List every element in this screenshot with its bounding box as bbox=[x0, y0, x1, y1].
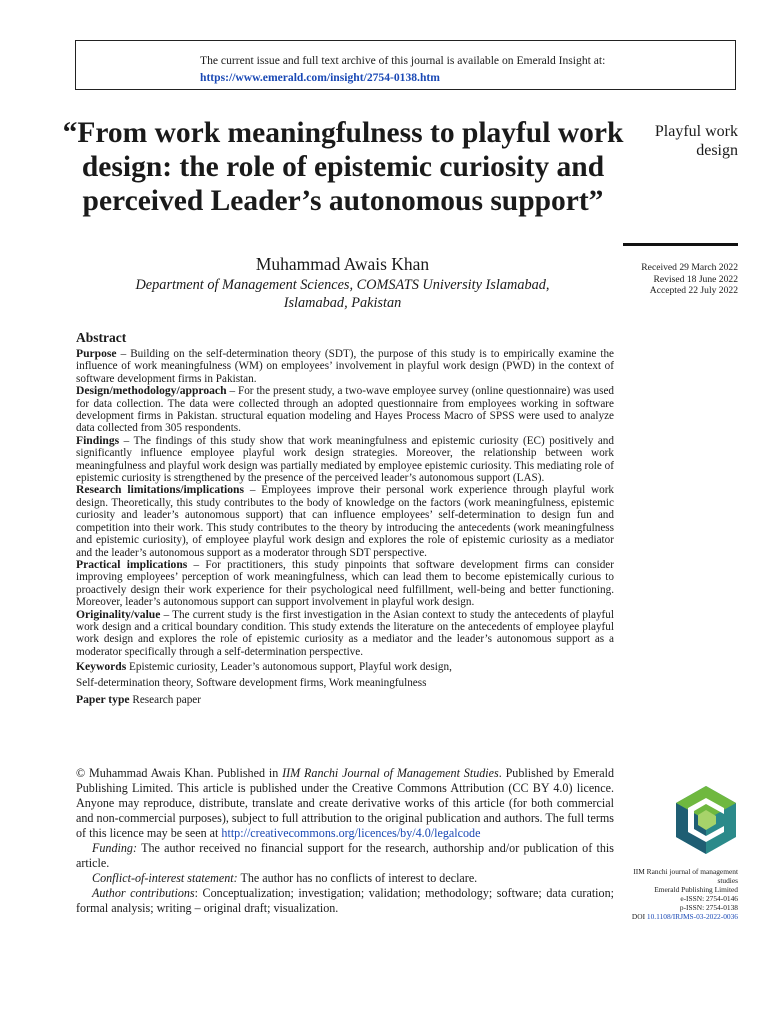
author-affiliation bbox=[75, 276, 610, 312]
section-label: Findings bbox=[76, 433, 120, 447]
journal-name-line-2: studies bbox=[717, 876, 738, 885]
keywords-line-1 bbox=[76, 660, 614, 675]
journal-url-link[interactable]: https://www.emerald.com/insight/2754-0138.htm bbox=[200, 71, 440, 84]
section-text: For practitioners, this study pinpoints that software development firms can consider improving employees’ perception of work meaningfulness, which can lead them to become epistemically curious to proactively design their work experience for their psychological need fulfillment, well-being and better functioning. Moreover, leader’s autonomous support can support involvement in playful work design. bbox=[76, 558, 614, 609]
journal-name-line-1: IIM Ranchi journal of management bbox=[633, 867, 738, 876]
coi-label: Conflict-of-interest statement: bbox=[92, 871, 238, 885]
received-date: Received 29 March 2022 bbox=[641, 262, 738, 273]
author-name: Muhammad Awais Khan bbox=[255, 254, 430, 274]
copyright-paragraph bbox=[76, 766, 614, 841]
section-text: Employees improve their personal work experience through playful work design. Theoretically, this study contributes to the body of knowledge on the factors (work meaningfulness, epistemic curiosity and leader’s autonomous support) that can influence employees’ self-determination to design fun and competition into their work. This study contributes to the theory by introducing the antecedents (work meaningfulness and epistemic curiosity), of employee playful work design and explores the role of epistemic curiosity as a mediator and the leader’s autonomous support as a moderator through SDT perspective. bbox=[76, 484, 615, 559]
coi-statement bbox=[76, 871, 614, 886]
doi-label: DOI bbox=[631, 912, 647, 921]
funding-statement bbox=[76, 841, 614, 871]
section-label: Purpose bbox=[76, 347, 117, 360]
section-sep: – bbox=[119, 434, 134, 447]
contributions-statement bbox=[76, 886, 614, 916]
emerald-logo-icon bbox=[674, 784, 738, 856]
abstract-design bbox=[76, 385, 614, 435]
funding-text: The author received no financial support for the research, authorship and/or publication of this article. bbox=[76, 841, 614, 870]
contrib-text: : Conceptualization; investigation; validation; methodology; software; data curation; formal analysis; writing – original draft; visualization. bbox=[76, 886, 614, 915]
keywords-text-1: Epistemic curiosity, Leader’s autonomous support, Playful work design, bbox=[129, 661, 452, 674]
journal-info bbox=[608, 867, 738, 921]
section-label: Originality/value bbox=[76, 607, 161, 621]
doi-line bbox=[608, 912, 738, 921]
publisher: Emerald Publishing Limited bbox=[654, 885, 738, 894]
copyright-suffix: . Published by Emerald Publishing Limited. This article is published under the Creative Commons Attribution (CC BY 4.0) licence. Anyone may reproduce, distribute, translate and create derivative works of this article (for both commercial and non-commercial purposes), subject to full attribution to the original publication and authors. The full terms of this licence may be seen at bbox=[76, 766, 614, 840]
sidebar-divider bbox=[623, 243, 738, 246]
abstract-limitations bbox=[76, 484, 614, 558]
abstract-practical bbox=[76, 559, 614, 609]
license-link[interactable]: http://creativecommons.org/licences/by/4.0/legalcode bbox=[221, 826, 481, 840]
section-text: For the present study, a two-wave employee survey (online questionnaire) was used for data collection. The data were collected through an adopted questionnaire from employees working in software development firms in Pakistan. structural equation modeling and Hayes Process Macro of SPSS were used to analyze data collected from 305 respondents. bbox=[76, 385, 614, 435]
license-block bbox=[76, 766, 614, 916]
affiliation-line-1: Department of Management Sciences, COMSATS University Islamabad, bbox=[135, 277, 550, 293]
running-title-line-1: Playful work bbox=[654, 123, 738, 140]
coi-text: The author has no conflicts of interest to declare. bbox=[237, 871, 478, 885]
abstract-findings bbox=[76, 435, 614, 485]
pissn: p-ISSN: 2754-0138 bbox=[679, 903, 738, 912]
paper-type-value: Research paper bbox=[132, 694, 201, 707]
section-sep: – bbox=[187, 558, 206, 571]
keywords-line-2: Self-determination theory, Software development firms, Work meaningfulness bbox=[76, 676, 427, 689]
section-sep: – bbox=[160, 608, 173, 621]
abstract-body bbox=[76, 348, 614, 708]
eissn: e-ISSN: 2754-0146 bbox=[680, 894, 738, 903]
contrib-label: Author contributions bbox=[92, 886, 195, 900]
paper-type-label: Paper type bbox=[76, 693, 130, 707]
journal-notice-box bbox=[75, 40, 736, 90]
accepted-date: Accepted 22 July 2022 bbox=[649, 285, 738, 296]
doi-link[interactable]: 10.1108/IRJMS-03-2022-0036 bbox=[646, 912, 738, 921]
section-text: Building on the self-determination theory (SDT), the purpose of this study is to empirically examine the influence of work meaningfulness (WM) on employees’ involvement in playful work design (PWD) in the context of software development firms in Pakistan. bbox=[76, 348, 614, 385]
section-text: The current study is the first investigation in the Asian context to study the antecedents of playful work design and a critical boundary condition. This study extends the literature on the antecedents of employee playful work design and explores the role of epistemic curiosity as a mediator and the leader’s autonomous support as a moderator specifically through a self-determination perspective. bbox=[76, 608, 614, 658]
section-sep: – bbox=[116, 348, 131, 360]
section-label: Research limitations/implications bbox=[76, 483, 245, 497]
paper-type bbox=[76, 693, 614, 708]
abstract-heading: Abstract bbox=[76, 330, 127, 345]
article-dates bbox=[588, 262, 738, 297]
funding-label: Funding: bbox=[92, 841, 138, 855]
notice-text: The current issue and full text archive of this journal is available on Emerald Insight at: bbox=[200, 54, 606, 67]
section-sep: – bbox=[226, 385, 238, 398]
affiliation-line-2: Islamabad, Pakistan bbox=[283, 295, 402, 311]
abstract-originality bbox=[76, 609, 614, 659]
running-title-line-2: design bbox=[696, 142, 738, 159]
section-sep: – bbox=[244, 484, 262, 497]
article-title: “From work meaningfulness to playful work design: the role of epistemic curiosity and perceived Leader’s autonomous support” bbox=[62, 117, 624, 217]
abstract-purpose bbox=[76, 348, 614, 385]
section-label: Practical implications bbox=[76, 557, 188, 571]
copyright-prefix: © Muhammad Awais Khan. Published in bbox=[76, 766, 283, 780]
keywords-label: Keywords bbox=[76, 660, 127, 674]
section-label: Design/methodology/approach bbox=[76, 384, 227, 398]
revised-date: Revised 18 June 2022 bbox=[653, 273, 738, 285]
running-title bbox=[588, 122, 738, 160]
section-text: The findings of this study show that work meaningfulness and epistemic curiosity (EC) positively and significantly influence employee playful work design strategies. Moreover, the relationship between work meaningfulness and playful work design was partially mediated by employee epistemic curiosity. This mediating role of epistemic curiosity is strengthened by the presence of the perceived leader’s autonomous support (LAS). bbox=[76, 434, 614, 485]
journal-name: IIM Ranchi Journal of Management Studies bbox=[282, 766, 499, 780]
